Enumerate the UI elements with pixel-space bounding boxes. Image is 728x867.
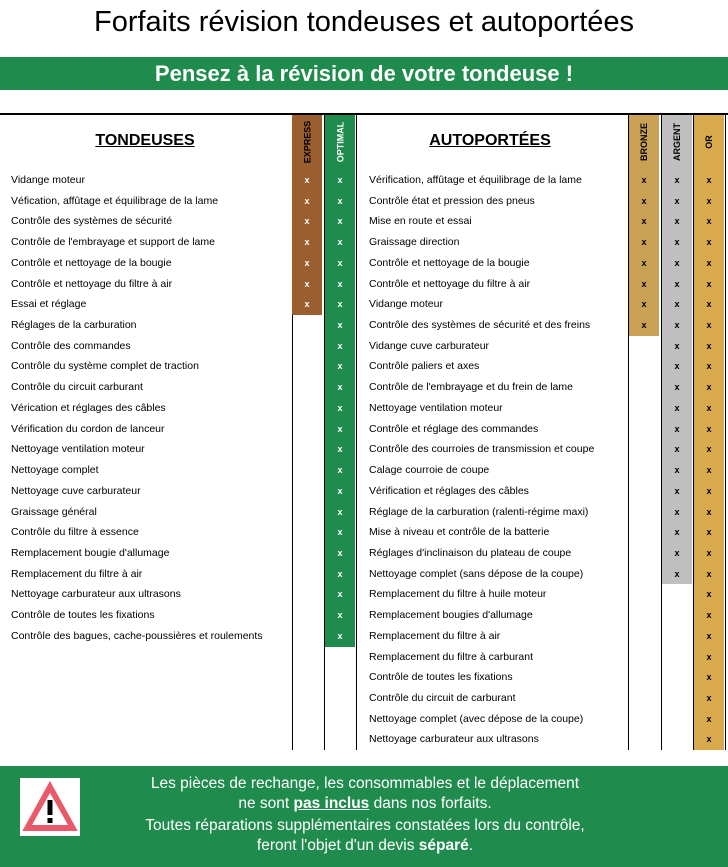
check-mark: x — [706, 651, 712, 662]
check-mark: x — [337, 465, 343, 476]
right-col-header — [694, 115, 724, 169]
check-mark: x — [337, 216, 343, 227]
check-mark: x — [706, 693, 712, 703]
check-mark: x — [641, 299, 647, 310]
check-mark: x — [337, 589, 343, 600]
check-mark: x — [304, 299, 310, 310]
check-mark: x — [674, 257, 680, 268]
check-mark: x — [304, 175, 310, 185]
check-mark: x — [674, 423, 680, 434]
check-mark: x — [706, 568, 712, 579]
right-col-header — [662, 115, 692, 169]
check-mark: x — [674, 547, 680, 558]
check-mark: x — [674, 485, 680, 496]
check-mark: x — [337, 237, 343, 248]
check-mark: x — [641, 195, 647, 206]
right-heading: AUTOPORTÉES — [429, 132, 551, 149]
right-row-label: Calage courroie de coupe — [369, 464, 490, 477]
left-row-label: Remplacement du filtre à air — [11, 567, 143, 580]
check-mark: x — [674, 568, 680, 579]
check-mark: x — [674, 444, 680, 455]
left-row-label: Contrôle et nettoyage du filtre à air — [11, 277, 173, 290]
check-mark: x — [337, 402, 343, 413]
check-mark: x — [674, 382, 680, 393]
right-column-divider — [725, 115, 726, 750]
left-row-label: Contrôle du circuit carburant — [11, 381, 143, 394]
left-row-label: Nettoyage complet — [11, 464, 99, 477]
right-row-label: Contrôle paliers et axes — [369, 360, 480, 373]
check-mark: x — [674, 402, 680, 413]
check-mark: x — [706, 610, 712, 621]
check-mark: x — [641, 320, 647, 331]
check-mark: x — [706, 278, 712, 289]
check-mark: x — [674, 361, 680, 372]
check-mark: x — [641, 175, 647, 185]
left-row-label: Vérication et réglages des câbles — [11, 401, 166, 414]
right-row-label: Vidange moteur — [369, 298, 443, 311]
check-mark: x — [337, 423, 343, 434]
check-mark: x — [706, 589, 712, 600]
right-row-label: Graissage direction — [369, 236, 460, 249]
left-column-divider — [356, 115, 357, 750]
right-row-label: Contrôle des courroies de transmission et coupe — [369, 443, 595, 456]
left-row-label: Essai et réglage — [11, 298, 87, 311]
check-mark: x — [337, 485, 343, 496]
footer-notice — [0, 766, 728, 867]
col-header-label: ARGENT — [672, 123, 682, 161]
promo-banner: Pensez à la révision de votre tondeuse ! — [0, 57, 728, 90]
col-header-label: EXPRESS — [302, 120, 312, 164]
left-row-label: Nettoyage carburateur aux ultrasons — [11, 588, 181, 601]
check-mark: x — [706, 402, 712, 413]
footer-text-2: Toutes réparations supplémentaires constatées lors du contrôle, feront l'objet d'un devis séparé. — [145, 817, 585, 854]
check-mark: x — [641, 257, 647, 268]
left-row-label: Contrôle des commandes — [11, 339, 131, 352]
check-mark: x — [337, 506, 343, 517]
check-mark: x — [337, 361, 343, 372]
right-row-label: Nettoyage complet (avec dépose de la coupe) — [369, 712, 584, 725]
check-mark: x — [304, 237, 310, 248]
check-mark: x — [337, 547, 343, 558]
check-mark: x — [706, 423, 712, 434]
right-col-header — [629, 115, 659, 169]
check-mark: x — [706, 382, 712, 393]
check-mark: x — [674, 506, 680, 517]
left-row-label: Contrôle de toutes les fixations — [11, 609, 155, 622]
left-col-header — [325, 115, 355, 169]
check-mark: x — [674, 320, 680, 331]
right-row-label: Réglage de la carburation (ralenti-régime maxi) — [369, 505, 589, 518]
left-row-label: Contrôle des systèmes de sécurité — [11, 215, 173, 228]
right-row-label: Contrôle et réglage des commandes — [369, 422, 539, 435]
check-mark: x — [674, 175, 680, 185]
left-row-label: Remplacement bougie d'allumage — [11, 546, 170, 559]
left-row-label: Contrôle du filtre à essence — [11, 526, 139, 539]
left-row-label: Vidange moteur — [11, 174, 85, 186]
page-title: Forfaits révision tondeuses et autoportées — [93, 6, 635, 38]
check-mark: x — [304, 257, 310, 268]
check-mark: x — [706, 340, 712, 351]
check-mark: x — [337, 278, 343, 289]
check-mark: x — [337, 175, 343, 185]
right-row-label: Vérification, affûtage et équilibrage de la lame — [369, 174, 582, 186]
right-row-label: Contrôle et nettoyage de la bougie — [369, 256, 530, 269]
check-mark: x — [641, 237, 647, 248]
col-header-label: OR — [704, 135, 714, 149]
check-mark: x — [337, 299, 343, 310]
right-row-label: Mise à niveau et contrôle de la batterie — [369, 526, 550, 539]
right-row-label: Contrôle et nettoyage du filtre à air — [369, 277, 531, 290]
check-mark: x — [337, 610, 343, 621]
check-mark: x — [706, 299, 712, 310]
check-mark: x — [337, 257, 343, 268]
right-row-label: Contrôle du circuit de carburant — [369, 692, 516, 704]
col-header-label: OPTIMAL — [335, 121, 345, 163]
right-row-label: Mise en route et essai — [369, 215, 472, 228]
check-mark: x — [706, 444, 712, 455]
check-mark: x — [706, 361, 712, 372]
right-row-label: Remplacement bougies d'allumage — [369, 609, 533, 622]
check-mark: x — [706, 485, 712, 496]
footer-text-1: Les pièces de rechange, les consommables et le déplacement ne sont pas inclus dans nos forfaits. — [150, 775, 580, 812]
check-mark: x — [304, 195, 310, 206]
check-mark: x — [674, 237, 680, 248]
left-row-label: Contrôle de l'embrayage et support de lame — [11, 236, 215, 249]
right-row-label: Contrôle de toutes les fixations — [369, 671, 513, 684]
right-row-label: Nettoyage complet (sans dépose de la coupe) — [369, 567, 584, 580]
right-row-label: Nettoyage carburateur aux ultrasons — [369, 733, 539, 746]
check-mark: x — [706, 320, 712, 331]
right-row-label: Contrôle des systèmes de sécurité et des freins — [369, 319, 591, 332]
right-row-label: Contrôle de l'embrayage et du frein de lame — [369, 381, 573, 394]
right-row-label: Remplacement du filtre à huile moteur — [369, 588, 547, 601]
left-col-header — [292, 115, 322, 169]
check-mark: x — [674, 527, 680, 538]
check-mark: x — [706, 713, 712, 724]
right-row-label: Contrôle état et pression des pneus — [369, 194, 535, 207]
left-row-label: Réglages de la carburation — [11, 319, 137, 332]
check-mark: x — [706, 734, 712, 745]
check-mark: x — [674, 465, 680, 476]
check-mark: x — [706, 195, 712, 206]
check-mark: x — [706, 216, 712, 227]
right-row-label: Remplacement du filtre à air — [369, 629, 501, 642]
check-mark: x — [304, 216, 310, 227]
check-mark: x — [674, 340, 680, 351]
check-mark: x — [706, 630, 712, 641]
check-mark: x — [337, 568, 343, 579]
check-mark: x — [706, 547, 712, 558]
check-mark: x — [641, 216, 647, 227]
left-row-label: Contrôle du système complet de traction — [11, 360, 199, 373]
check-mark: x — [674, 216, 680, 227]
check-mark: x — [337, 320, 343, 331]
left-row-label: Véfication, affûtage et équilibrage de la lame — [11, 194, 219, 207]
left-row-label: Graissage général — [11, 505, 97, 518]
check-mark: x — [706, 527, 712, 538]
check-mark: x — [337, 630, 343, 641]
check-mark: x — [337, 527, 343, 538]
check-mark: x — [674, 299, 680, 310]
check-mark: x — [337, 195, 343, 206]
check-mark: x — [304, 278, 310, 289]
right-row-label: Remplacement du filtre à carburant — [369, 650, 533, 663]
check-mark: x — [706, 175, 712, 185]
check-mark: x — [706, 506, 712, 517]
left-row-label: Nettoyage cuve carburateur — [11, 484, 141, 497]
left-row-label: Contrôle et nettoyage de la bougie — [11, 256, 172, 269]
right-row-label: Nettoyage ventilation moteur — [369, 401, 503, 414]
check-mark: x — [337, 444, 343, 455]
check-mark: x — [674, 195, 680, 206]
check-mark: x — [706, 237, 712, 248]
check-mark: x — [706, 465, 712, 476]
left-heading: TONDEUSES — [95, 132, 195, 149]
check-mark: x — [337, 340, 343, 351]
check-mark: x — [706, 257, 712, 268]
check-mark: x — [337, 382, 343, 393]
left-row-label: Vérification du cordon de lanceur — [11, 422, 165, 435]
col-header-label: BRONZE — [639, 123, 649, 161]
right-row-label: Vidange cuve carburateur — [369, 339, 490, 352]
warning-triangle-icon — [20, 778, 80, 836]
left-row-label: Contrôle des bagues, cache-poussières et roulements — [11, 629, 263, 642]
right-row-label: Réglages d'inclinaison du plateau de coupe — [369, 546, 572, 559]
check-mark: x — [674, 278, 680, 289]
check-mark: x — [706, 672, 712, 683]
right-row-label: Vérification et réglages des câbles — [369, 484, 529, 497]
left-row-label: Nettoyage ventilation moteur — [11, 443, 145, 456]
check-mark: x — [641, 278, 647, 289]
